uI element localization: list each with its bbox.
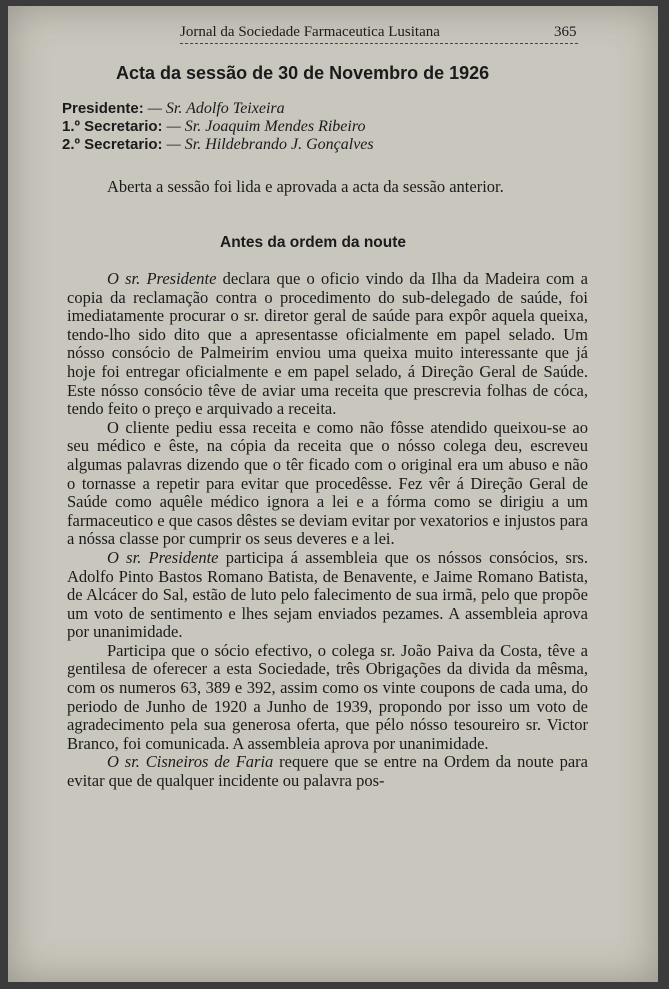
officer-name: — Sr. Joaquim Mendes Ribeiro xyxy=(166,118,366,135)
paragraph-text: O cliente pediu essa receita e como não fôsse atendido queixou-se ao seu médico e êste, na cópia da receita que o nósso colega deu, escreveu algumas palavras dizendo que o têr ficado com o original era um abuso e não o tornasse a repetir para evitar que procedêsse. Fez vêr á Direção Geral de Saúde como aquêle médico ignora a lei e a fórma como se dirigiu a um farmaceutico e que casos dêstes se deviam evitar por vexatorios e injustos para a nóssa classe por cumprir os seus deveres e a lei. xyxy=(67,417,588,549)
header-rule xyxy=(180,43,578,44)
paragraph-text: Participa que o sócio efectivo, o colega sr. João Paiva da Costa, têve a gentilesa de oferecer a esta Sociedade, três Obrigações da divida da mêsma, com os numeros 63, 389 e 392, assim como os vinte coupons de cada uma, do periodo de Junho de 1920 a Junho de 1939, propondo por isso um voto de agradecimento pela sua generosa oferta, que pélo nósso tesoureiro sr. Victor Branco, foi comunicada. A assembleia aprova por unanimidade. xyxy=(67,640,588,753)
paragraph-text: requere que se entre na Ordem da noute para evitar que de qualquer incidente ou palavra pos- xyxy=(67,752,588,791)
paragraph xyxy=(67,270,588,419)
paragraph-text: participa á assembleia que os nóssos consócios, srs. Adolfo Pinto Bastos Romano Batista, de Benavente, e Jaime Romano Batista, de Alcácer do Sal, estão de luto pelo falecimento de sua irmã, pelo que propõe um voto de sentimento e lhes sejam enviados pezames. A assembleia aprova por unanimidade. xyxy=(67,547,588,642)
opening-paragraph xyxy=(67,178,588,197)
officer-role: 2.º Secretario: xyxy=(62,136,163,153)
officer-second-secretary xyxy=(62,136,374,154)
paragraph xyxy=(67,549,588,642)
speaker: O sr. Presidente xyxy=(107,547,219,567)
officer-name: — Sr. Hildebrando J. Gonçalves xyxy=(166,136,374,153)
speaker: O sr. Presidente xyxy=(107,269,217,288)
journal-title: Jornal da Sociedade Farmaceutica Lusitana xyxy=(180,24,440,40)
paragraph xyxy=(67,419,588,549)
page-number: 365 xyxy=(554,24,577,40)
officer-role: Presidente: xyxy=(62,100,144,117)
officer-role: 1.º Secretario: xyxy=(62,118,163,135)
paragraph xyxy=(67,753,588,790)
paragraph xyxy=(67,642,588,754)
officer-name: — Sr. Adolfo Teixeira xyxy=(147,100,285,117)
section-title: Antes da ordem da noute xyxy=(220,234,407,251)
officers-list xyxy=(62,100,374,154)
minutes-body xyxy=(67,270,588,791)
speaker: O sr. Cisneiros de Faria xyxy=(107,752,274,772)
scanned-page xyxy=(8,6,658,982)
opening-text: Aberta a sessão foi lida e aprovada a acta da sessão anterior. xyxy=(107,177,504,196)
running-header xyxy=(8,22,658,44)
minutes-title: Acta da sessão de 30 de Novembro de 1926 xyxy=(116,63,490,83)
officer-first-secretary xyxy=(62,118,374,136)
paragraph-text: declara que o oficio vindo da Ilha da Madeira com a copia da reclamação contra o procedimento do sub-delegado de saúde, foi imediatamente procurar o sr. diretor geral de saúde para expôr aquela queixa, tendo-lho sido dito que a apresentasse oficialmente em papel selado. Um nósso consócio de Palmeirim enviou uma queixa muito interessante que já hoje foi entregar oficialmente e em papel selado, á Direção Geral de Saúde. Este nósso consócio têve de aviar uma receita que prescrevia folhas de cóca, tendo feito o preço e arquivado a receita. xyxy=(67,269,588,419)
officer-president xyxy=(62,100,374,118)
